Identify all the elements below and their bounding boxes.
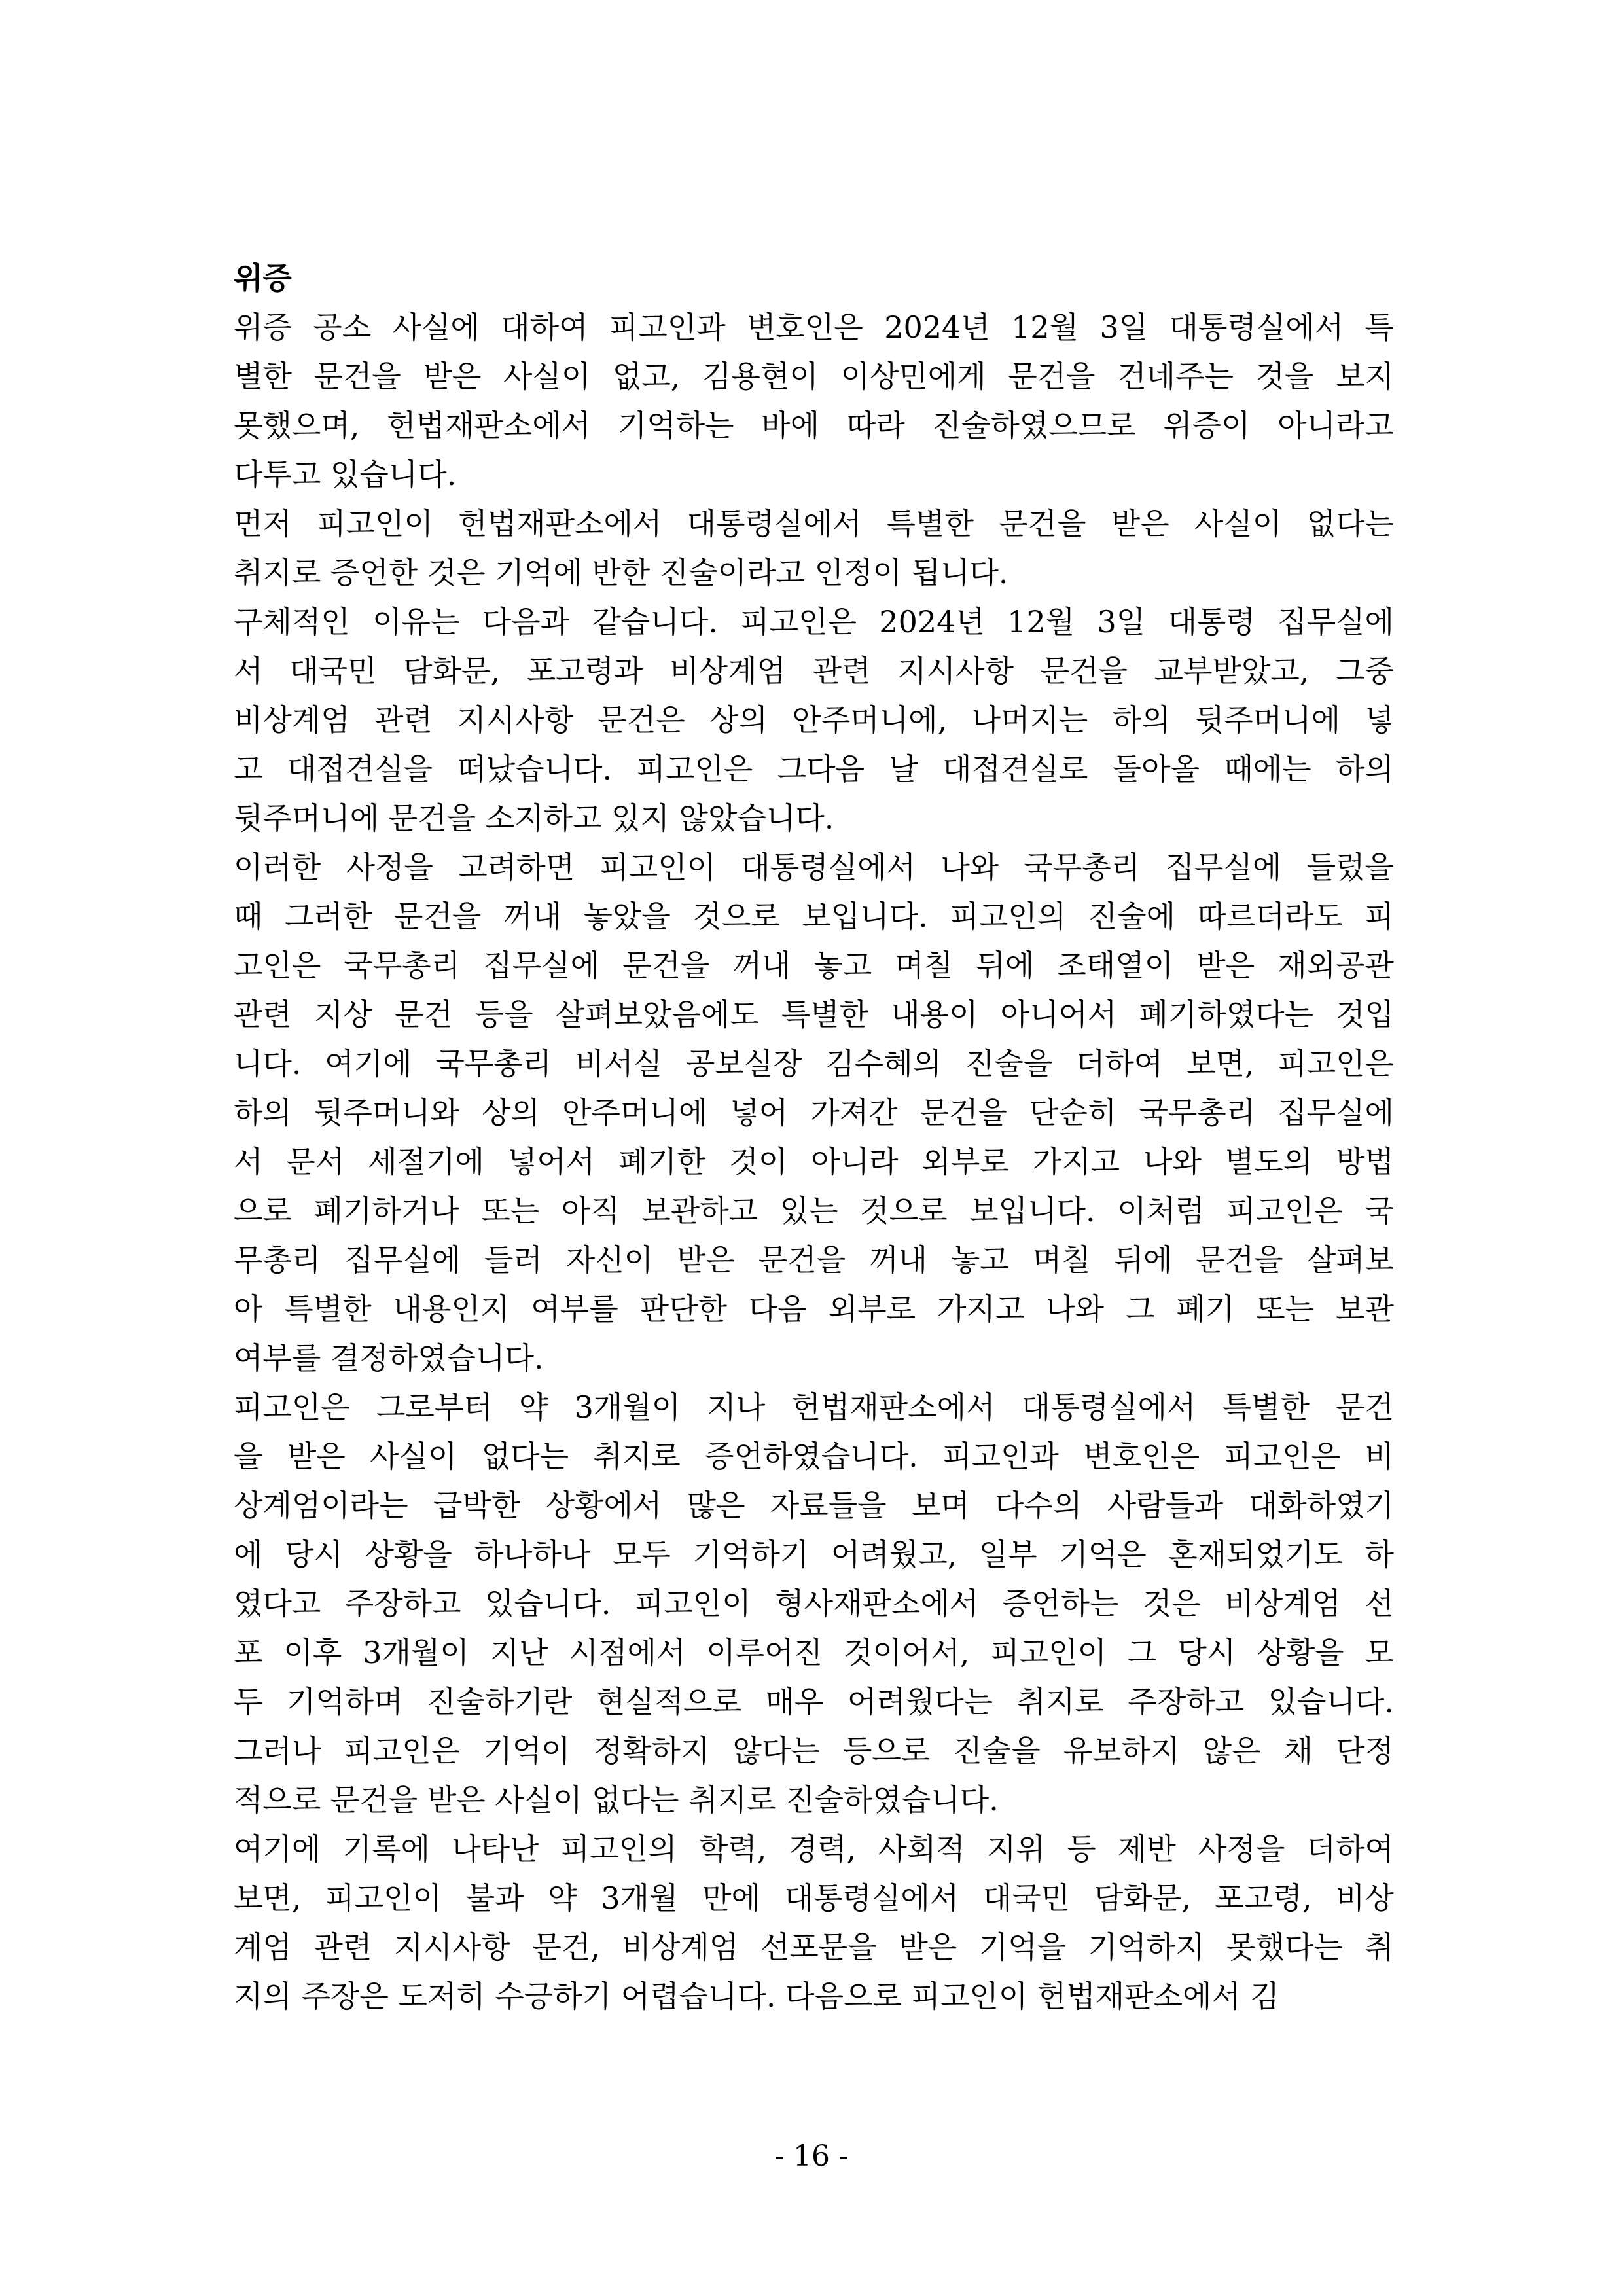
text-line: 무총리 집무실에 들러 자신이 받은 문건을 꺼내 놓고 며칠 뒤에 문건을 살펴보 xyxy=(234,1242,1394,1278)
paragraph xyxy=(234,1383,1394,1825)
text-line: 보면, 피고인이 불과 약 3개월 만에 대통령실에서 대국민 담화문, 포고령, 비상 xyxy=(234,1880,1394,1916)
paragraph xyxy=(234,598,1394,843)
text-line: 뒷주머니에 문건을 소지하고 있지 않았습니다. xyxy=(234,800,834,836)
text-line: 여부를 결정하였습니다. xyxy=(234,1340,544,1376)
text-line: 그러나 피고인은 기억이 정확하지 않다는 등으로 진술을 유보하지 않은 채 단정 xyxy=(234,1733,1394,1768)
text-line: 고인은 국무총리 집무실에 문건을 꺼내 놓고 며칠 뒤에 조태열이 받은 재외공관 xyxy=(234,948,1394,983)
text-line: 고 대접견실을 떠났습니다. 피고인은 그다음 날 대접견실로 돌아올 때에는 하의 xyxy=(234,751,1394,787)
text-line: 였다고 주장하고 있습니다. 피고인이 형사재판소에서 증언하는 것은 비상계엄 선 xyxy=(234,1586,1394,1621)
text-line: 포 이후 3개월이 지난 시점에서 이루어진 것이어서, 피고인이 그 당시 상황을 모 xyxy=(234,1635,1394,1670)
paragraph xyxy=(234,843,1394,1383)
text-line: 관련 지상 문건 등을 살펴보았음에도 특별한 내용이 아니어서 폐기하였다는 것입 xyxy=(234,997,1394,1032)
text-line: 못했으며, 헌법재판소에서 기억하는 바에 따라 진술하였으므로 위증이 아니라고 xyxy=(234,408,1394,443)
text-line: 때 그러한 문건을 꺼내 놓았을 것으로 보입니다. 피고인의 진술에 따르더라도 피 xyxy=(234,899,1394,934)
text-line: 이러한 사정을 고려하면 피고인이 대통령실에서 나와 국무총리 집무실에 들렀을 xyxy=(234,850,1394,885)
text-line: 서 문서 세절기에 넣어서 폐기한 것이 아니라 외부로 가지고 나와 별도의 방법 xyxy=(234,1144,1394,1179)
text-line: 아 특별한 내용인지 여부를 판단한 다음 외부로 가지고 나와 그 폐기 또는 보관 xyxy=(234,1291,1394,1327)
text-line: 여기에 기록에 나타난 피고인의 학력, 경력, 사회적 지위 등 제반 사정을 더하여 xyxy=(234,1831,1394,1867)
paragraph xyxy=(234,499,1394,598)
text-line: 위증 공소 사실에 대하여 피고인과 변호인은 2024년 12월 3일 대통령실에서 특 xyxy=(234,310,1394,345)
text-line: 상계엄이라는 급박한 상황에서 많은 자료들을 보며 다수의 사람들과 대화하였기 xyxy=(234,1488,1394,1523)
text-line: 하의 뒷주머니와 상의 안주머니에 넣어 가져간 문건을 단순히 국무총리 집무실에 xyxy=(234,1095,1394,1130)
text-line: 구체적인 이유는 다음과 같습니다. 피고인은 2024년 12월 3일 대통령 집무실에 xyxy=(234,604,1394,639)
text-line: 비상계엄 관련 지시사항 문건은 상의 안주머니에, 나머지는 하의 뒷주머니에 넣 xyxy=(234,702,1394,738)
section-heading: 위증 xyxy=(234,260,292,296)
paragraph xyxy=(234,303,1394,499)
document-body xyxy=(234,254,1394,2021)
text-line: 적으로 문건을 받은 사실이 없다는 취지로 진술하였습니다. xyxy=(234,1782,999,1818)
text-line: 에 당시 상황을 하나하나 모두 기억하기 어려웠고, 일부 기억은 혼재되었기도 하 xyxy=(234,1537,1394,1572)
text-line: 먼저 피고인이 헌법재판소에서 대통령실에서 특별한 문건을 받은 사실이 없다는 xyxy=(234,506,1394,541)
text-line: 니다. 여기에 국무총리 비서실 공보실장 김수혜의 진술을 더하여 보면, 피고인은 xyxy=(234,1046,1394,1081)
text-line: 피고인은 그로부터 약 3개월이 지나 헌법재판소에서 대통령실에서 특별한 문건 xyxy=(234,1390,1394,1425)
text-line: 다투고 있습니다. xyxy=(234,457,457,492)
text-line: 을 받은 사실이 없다는 취지로 증언하였습니다. 피고인과 변호인은 피고인은 비 xyxy=(234,1439,1394,1474)
text-line: 별한 문건을 받은 사실이 없고, 김용현이 이상민에게 문건을 건네주는 것을 보지 xyxy=(234,359,1394,394)
text-line: 지의 주장은 도저히 수긍하기 어렵습니다. 다음으로 피고인이 헌법재판소에서 김 xyxy=(234,1979,1279,2014)
text-line: 두 기억하며 진술하기란 현실적으로 매우 어려웠다는 취지로 주장하고 있습니다. xyxy=(234,1684,1394,1719)
text-line: 으로 폐기하거나 또는 아직 보관하고 있는 것으로 보입니다. 이처럼 피고인은 국 xyxy=(234,1193,1394,1229)
text-line: 계엄 관련 지시사항 문건, 비상계엄 선포문을 받은 기억을 기억하지 못했다는 취 xyxy=(234,1929,1394,1965)
page-number: - 16 - xyxy=(774,2140,849,2173)
text-line: 취지로 증언한 것은 기억에 반한 진술이라고 인정이 됩니다. xyxy=(234,555,1008,590)
paragraph xyxy=(234,1825,1394,2021)
text-line: 서 대국민 담화문, 포고령과 비상계엄 관련 지시사항 문건을 교부받았고, 그중 xyxy=(234,653,1394,689)
